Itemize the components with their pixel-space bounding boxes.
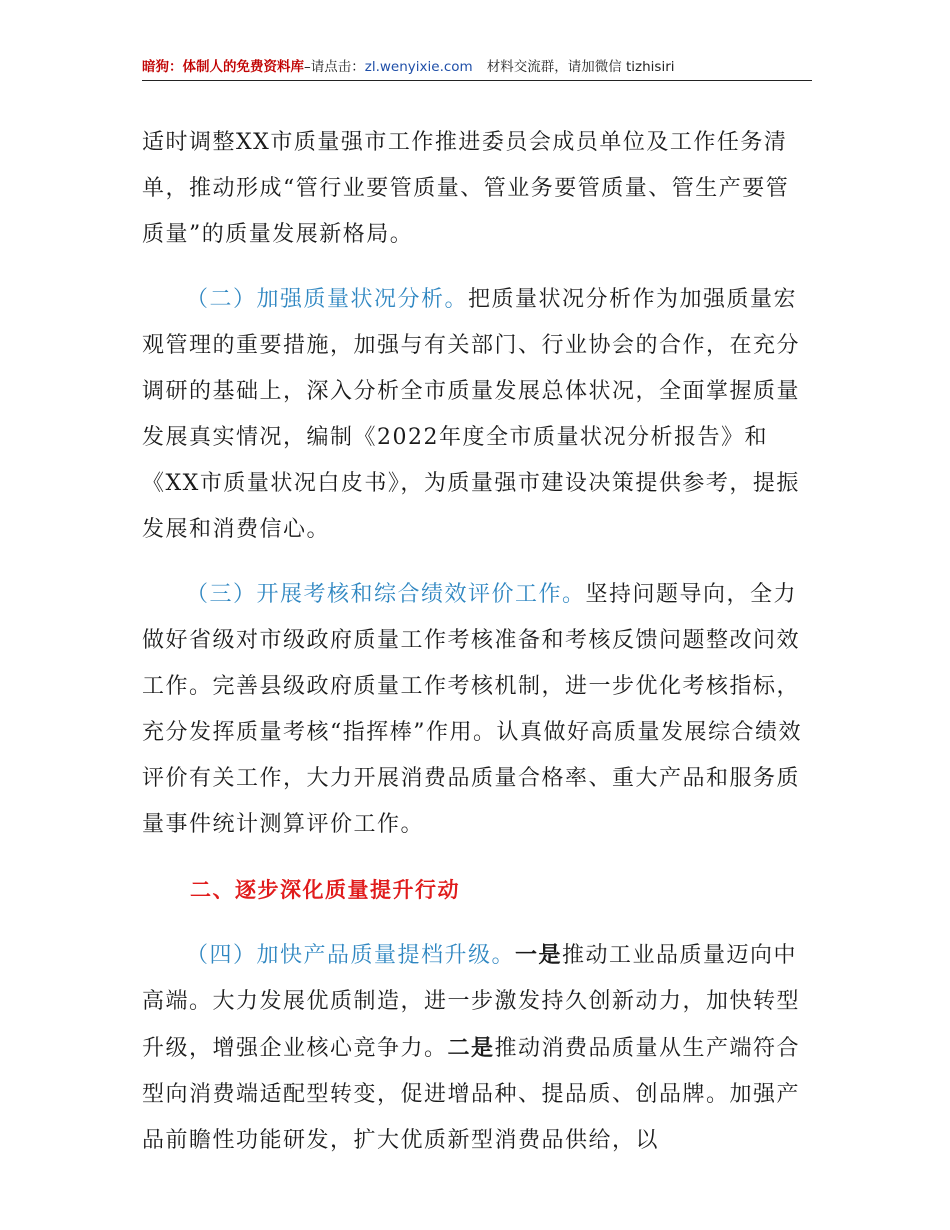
page-header — [142, 56, 812, 81]
paragraph-4-title: （四）加快产品质量提档升级。 — [186, 943, 516, 968]
paragraph-2-body: 把质量状况分析作为加强质量宏观管理的重要措施，加强与有关部门、行业协会的合作，在充分调研的基础上，深入分析全市质量发展总体状况，全面掌握质量发展真实情况，编制《2022年度全市质量状况分析报告》和《XX市质量状况白皮书》，为质量强市建设决策提供参考，提振发展和消费信心。 — [142, 287, 801, 542]
paragraph-2-title: （二）加强质量状况分析。 — [186, 287, 469, 312]
paragraph-2 — [142, 277, 812, 553]
paragraph-1: 适时调整XX市质量强市工作推进委员会成员单位及工作任务清单，推动形成“管行业要管质量、管业务要管质量、管生产要管质量”的质量发展新格局。 — [142, 130, 790, 247]
paragraph-3-body: 坚持问题导向，全力做好省级对市级政府质量工作考核准备和考核反馈问题整改问效工作。完善县级政府质量工作考核机制，进一步优化考核指标，充分发挥质量考核“指挥棒”作用。认真做好高质量发展综合绩效评价有关工作，大力开展消费品质量合格率、重大产品和服务质量事件统计测算评价工作。 — [142, 582, 802, 837]
header-url-link[interactable]: zl.wenyixie.com — [364, 59, 473, 75]
paragraph-4-lead-2: 二是 — [447, 1035, 495, 1061]
header-contact: 材料交流群，请加微信 tizhisiri — [486, 59, 675, 75]
paragraph-4-text-1: 推动工业品质量迈向中高端。大力发展优质制造，进一步激发持久创新动力，加快转型升级，增强企业核心竞争力。 — [142, 943, 801, 1061]
paragraph-4-text-2: 推动消费品质量从生产端符合型向消费端适配型转变，促进增品种、提品质、创品牌。加强产品前瞻性功能研发，扩大优质新型消费品供给，以 — [142, 1036, 801, 1153]
paragraph-4-lead-1: 一是 — [515, 942, 563, 968]
document-body — [142, 120, 812, 1164]
paragraph-3 — [142, 572, 812, 848]
paragraph-4 — [142, 932, 812, 1164]
section-2-heading: 二、逐步深化质量提升行动 — [190, 878, 460, 902]
paragraph-3-title: （三）开展考核和综合绩效评价工作。 — [186, 582, 586, 607]
header-prompt: –请点击： — [304, 59, 365, 75]
header-brand: 暗狗：体制人的免费资料库 — [142, 59, 304, 75]
